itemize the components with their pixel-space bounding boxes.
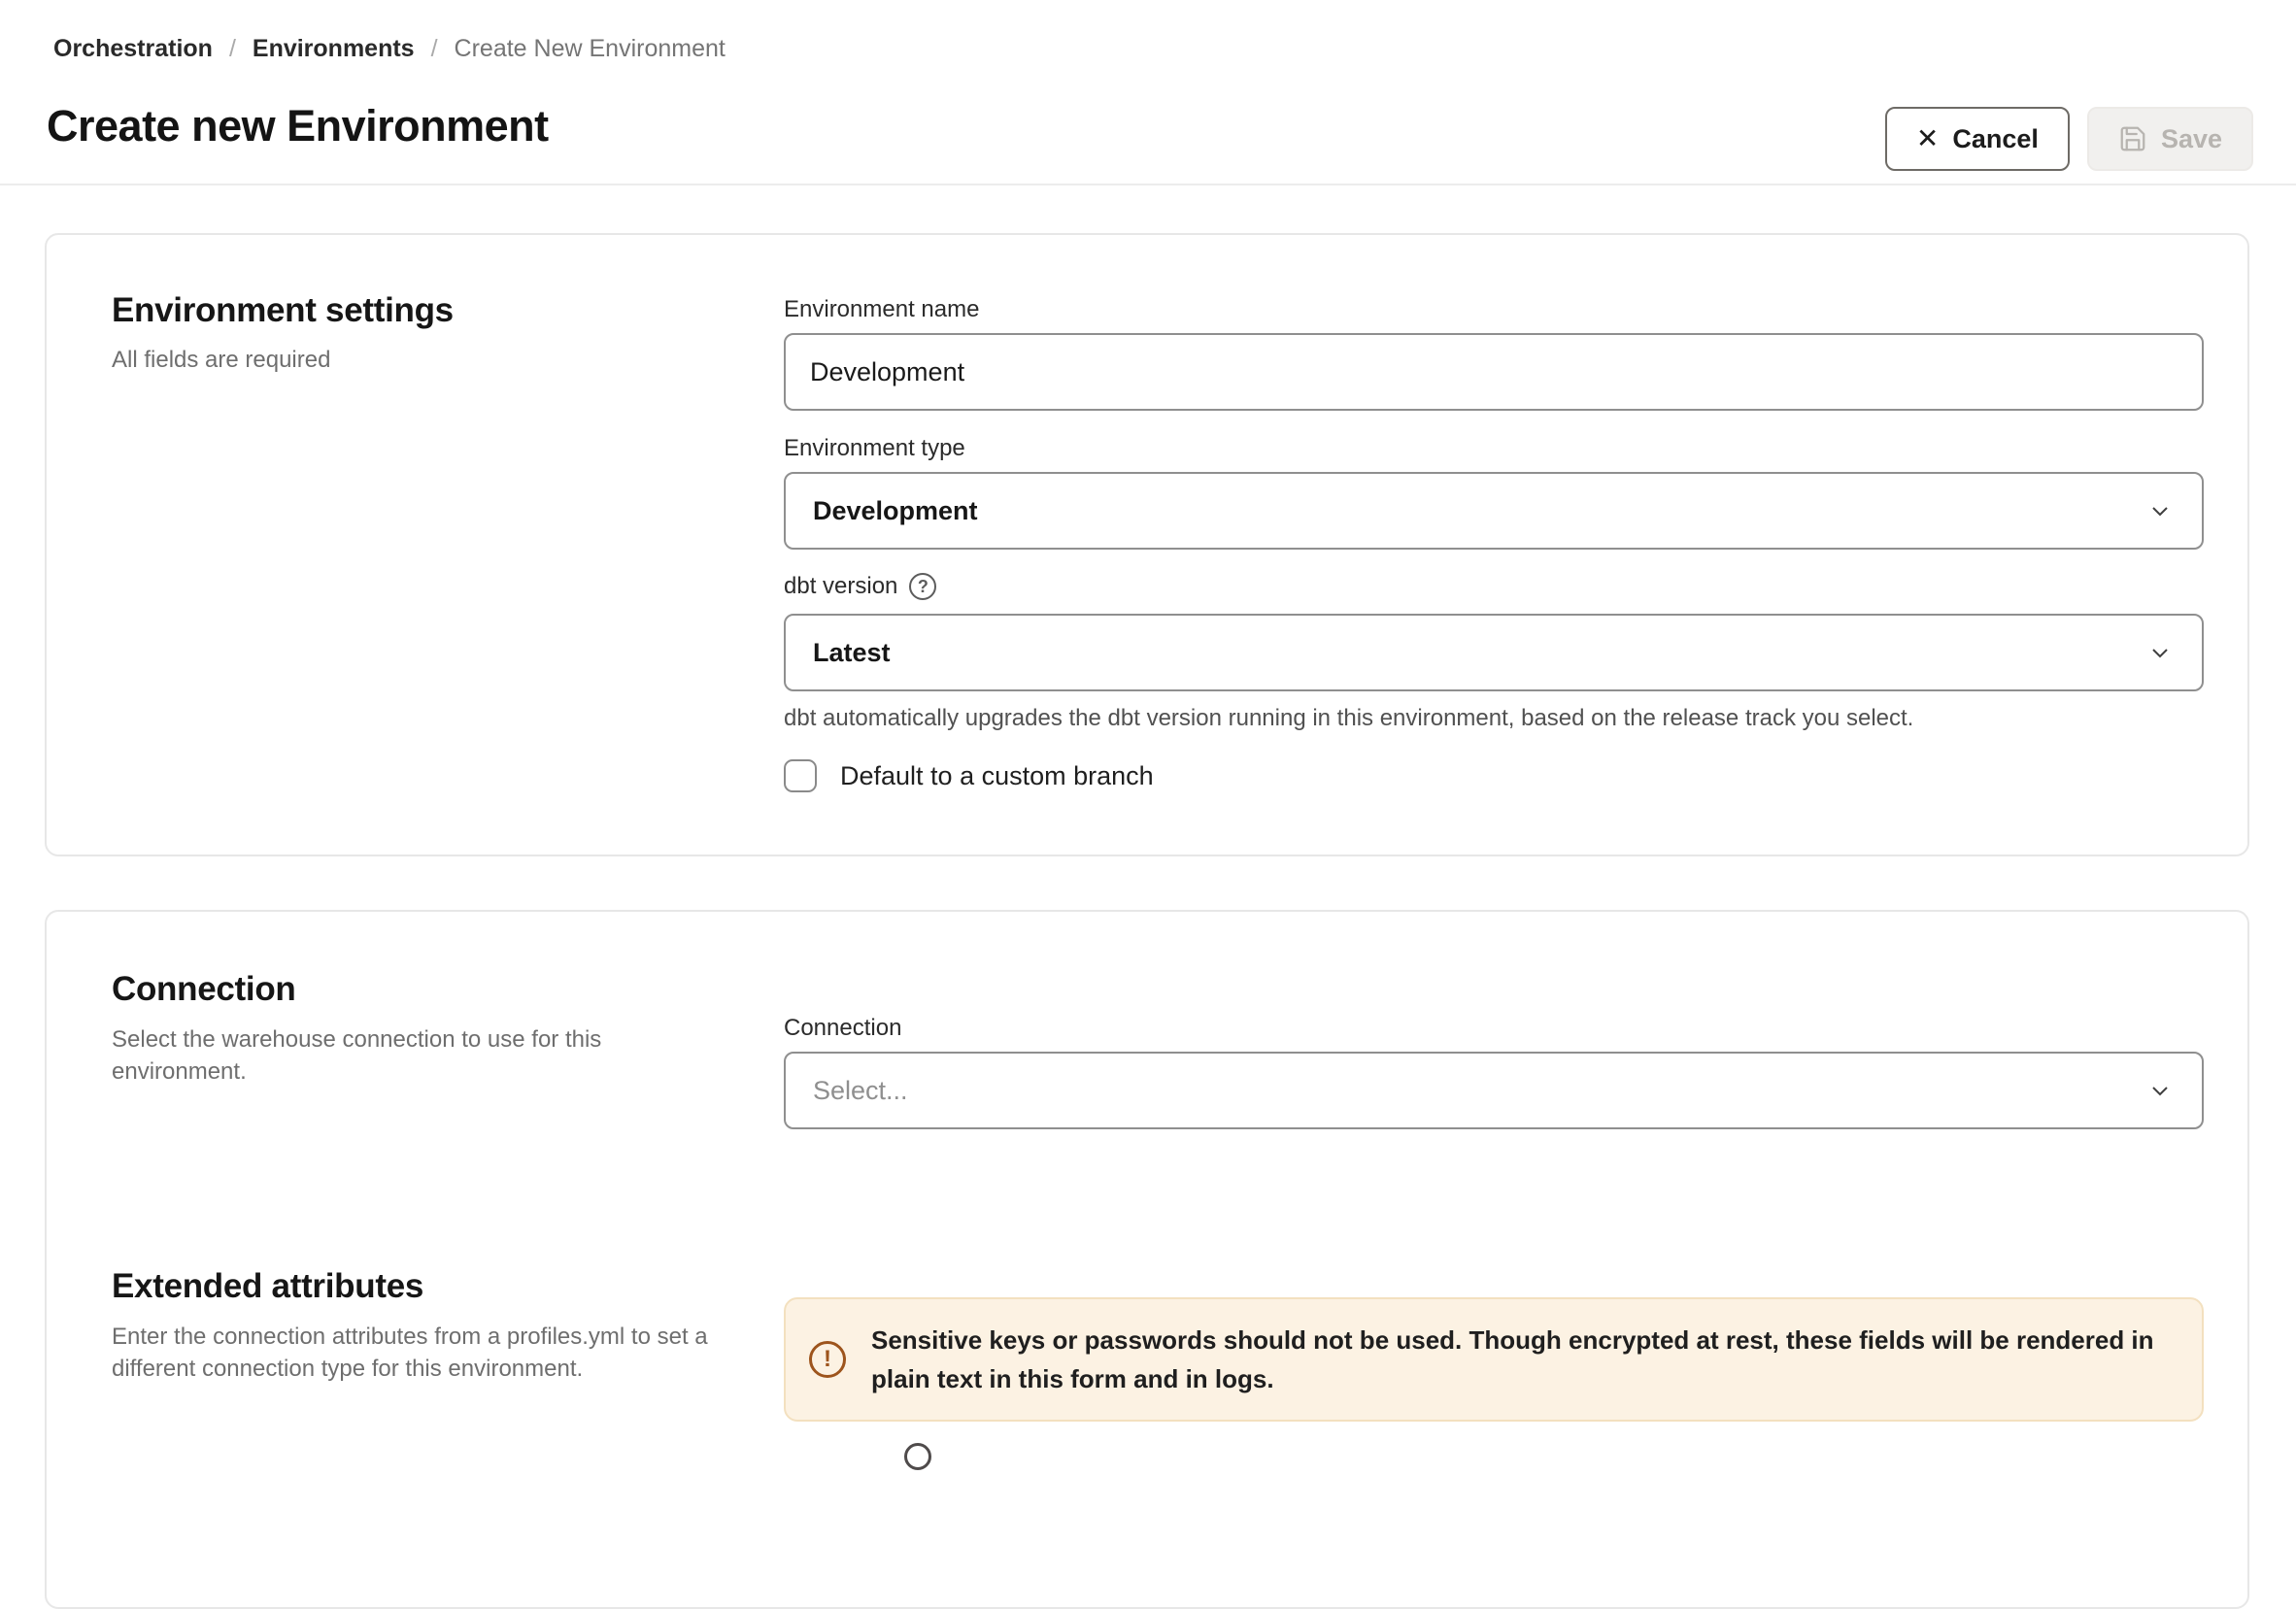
save-button[interactable] — [2087, 107, 2253, 171]
header-divider — [0, 184, 2296, 185]
cut-off-icon — [904, 1443, 931, 1470]
warning-banner — [784, 1297, 2204, 1422]
warning-text: Sensitive keys or passwords should not be used. Though encrypted at rest, these fields will be rendered in plain text in this form and in logs. — [871, 1325, 2154, 1393]
connection-label: Connection — [784, 1015, 902, 1041]
extended-attributes-description: Enter the connection attributes from a profiles.yml to set a different connection type for this environment. — [112, 1324, 708, 1382]
custom-branch-checkbox-row[interactable] — [784, 759, 1154, 792]
warning-icon: ! — [809, 1341, 846, 1378]
close-icon: ✕ — [1915, 123, 1940, 153]
breadcrumb-create-new-environment: Create New Environment — [454, 35, 726, 62]
help-icon[interactable]: ? — [909, 573, 936, 600]
breadcrumb-separator: / — [228, 35, 236, 62]
chevron-down-icon — [2145, 1076, 2175, 1105]
breadcrumb-environments[interactable]: Environments — [252, 35, 415, 62]
environment-type-value: Development — [813, 495, 978, 525]
dbt-version-value: Latest — [813, 637, 891, 667]
connection-placeholder: Select... — [813, 1075, 908, 1105]
header-actions — [1885, 107, 2253, 171]
custom-branch-checkbox[interactable] — [784, 759, 817, 792]
chevron-down-icon — [2145, 496, 2175, 525]
environment-type-label: Environment type — [784, 435, 965, 461]
cancel-button-label: Cancel — [1952, 123, 2039, 153]
connection-description: Select the warehouse connection to use for this environment. — [112, 1026, 602, 1085]
save-button-label: Save — [2160, 123, 2222, 153]
dbt-version-label-text: dbt version — [784, 573, 898, 599]
environment-settings-subtitle: All fields are required — [112, 347, 331, 373]
connection-card — [45, 910, 2249, 1609]
dbt-version-select[interactable] — [784, 614, 2204, 691]
environment-name-input[interactable] — [784, 333, 2204, 411]
environment-settings-title: Environment settings — [112, 291, 454, 329]
breadcrumb — [53, 35, 726, 63]
environment-name-label: Environment name — [784, 296, 980, 322]
connection-title: Connection — [112, 970, 296, 1008]
save-icon — [2118, 124, 2147, 153]
environment-type-select[interactable] — [784, 472, 2204, 550]
dbt-version-label — [784, 573, 936, 600]
breadcrumb-orchestration[interactable]: Orchestration — [53, 35, 213, 62]
chevron-down-icon — [2145, 638, 2175, 667]
dbt-version-helper-text: dbt automatically upgrades the dbt version running in this environment, based on the release track you select. — [784, 705, 1914, 731]
cancel-button[interactable] — [1885, 107, 2070, 171]
connection-select[interactable] — [784, 1052, 2204, 1129]
extended-attributes-title: Extended attributes — [112, 1267, 424, 1305]
breadcrumb-separator: / — [430, 35, 438, 62]
environment-settings-card — [45, 233, 2249, 856]
page-title: Create new Environment — [47, 101, 549, 151]
custom-branch-label: Default to a custom branch — [840, 760, 1154, 790]
